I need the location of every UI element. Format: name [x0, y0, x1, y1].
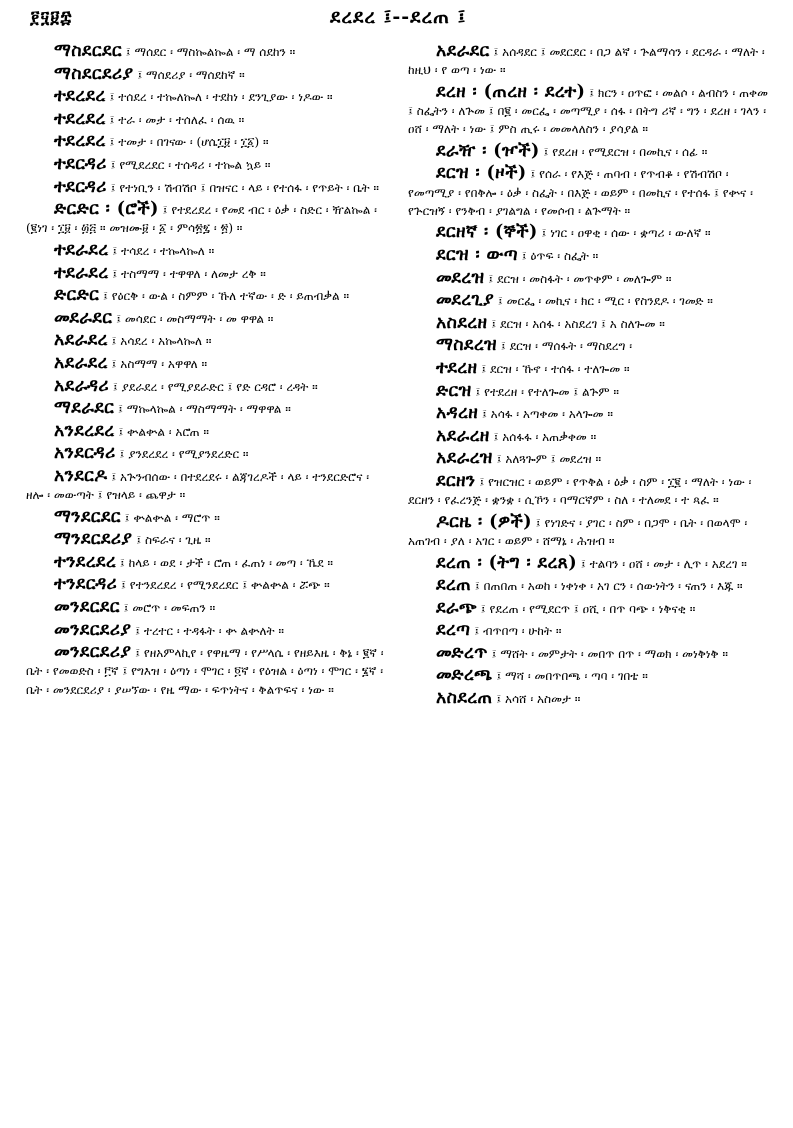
entry-definition: ፤ አሳፋ ፡ አጣቀመ ፡ አላጐመ ።: [478, 407, 613, 422]
dictionary-entry: [408, 359, 770, 378]
entry-definition: ፤ ደርዝ ፡ ማሰፋት ፡ ማስደረግ ፡: [497, 339, 633, 354]
entry-definition: ፤ ማሻ ፡ መበጥበጫ ፡ ጣባ ፡ ገበቴ ።: [492, 669, 648, 684]
entry-headword: ደረጣ: [436, 620, 471, 641]
entry-definition: ፤ የተደረደረ ፡ የመደ ብር ፡ ዕቃ ፡ ስድር ፡ ዥልኰል ፡ (፪ነገ ፡ ፲፱ ፡ ፴፭ ። መዝሙ፱ ፡ ፩ ፡ ምሳ፳፯ ፡ ፳) ።: [26, 203, 377, 236]
entry-headword: መድረጥ: [436, 642, 488, 663]
running-head: ደረደረ ፤--ደረጠ ፤: [330, 6, 467, 28]
entry-definition: ፤ ተሰደረ ፡ ተኰለኰለ ፡ ተደከነ ፡ ደንጊያው ፡ ነዶው ።: [105, 90, 333, 105]
entry-headword: መንደርደሪያ: [54, 619, 132, 640]
entry-headword: መደረዝ: [436, 267, 485, 288]
entry-headword: ደራጭ: [436, 597, 477, 618]
dictionary-entry: [408, 576, 770, 595]
dictionary-entry: [408, 666, 770, 685]
dictionary-entry: [408, 314, 770, 333]
entry-definition: ፤ አለጓጐም ፤ መደረዝ ።: [492, 452, 602, 467]
entry-headword: አደራደር: [436, 41, 490, 61]
dictionary-entry: [26, 155, 388, 174]
entry-definition: ፤ መሳደር ፡ መስማማት ፡ መ ዋዋል ።: [112, 311, 274, 326]
dictionary-entry: [408, 246, 770, 265]
entry-headword: መንደርደር: [54, 597, 120, 618]
entry-headword: አደራደረ: [54, 330, 108, 351]
dictionary-entry: [26, 87, 388, 106]
entry-headword: ተደረደረ: [54, 86, 106, 107]
entry-definition: ፤ ከላይ ፡ ወደ ፡ ታች ፡ ሮጠ ፡ ፈጠነ ፡ መጣ ፡ ኼደ ።: [116, 555, 334, 570]
dictionary-entry: [26, 42, 388, 61]
dictionary-entry: [408, 472, 770, 509]
entry-definition: ፤ የዘአምላኪየ ፡ የዋዜማ ፡ የሥላሴ ፡ የዘይእዜ ፡ ቅኔ ፡ ፪ኛ ፡ ቤት ፡ የመወድስ ፡ ፫ኛ ፤ የግእዝ ፡ ዕጣነ ፡ ሞገር ፡ ፬ኛ ፡ የዕዝል ፡ ዕጣነ ፡ ሞገር ፡ ፮ኛ ፡ ቤት ፡ መንደርደሪያ ፡ ያሠኘው ፡ የዜ ማው ፡ ፍጥነትና ፡ ቅልጥፍና ፡ ነው ።: [26, 646, 384, 697]
dictionary-entry: [26, 399, 388, 418]
entry-headword: ደርዝ ፡ ውጣ: [436, 244, 518, 265]
dictionary-entry: [26, 309, 388, 328]
entry-definition: ፤ ተራ ፡ መታ ፡ ተሰለፈ ፡ ሰዉ ።: [105, 112, 245, 127]
entry-definition: ፤ ያንደረደረ ፡ የሚያንደረድር ።: [115, 447, 249, 462]
entry-definition: ፤ ማኰላኰል ፡ ማስማማት ፡ ማዋዋል ።: [114, 402, 291, 417]
dictionary-entry: [26, 65, 388, 84]
entry-definition: ፤ የሰራ ፡ የእጅ ፡ ጠባብ ፡ የጥብቆ ፡ የሽብሽቦ ፡ የመጣሚያ ፡ የበቅሎ ፡ ዕቃ ፡ ስፌት ፡ በእጅ ፡ ወይም ፡ በመኪና ፡ የተሰፋ ፤ የቍና ፡ የጕርዝኝ ፡ የንቅብ ፡ ያገልግል ፡ የመሶብ ፡ ልጕማት ።: [408, 167, 753, 218]
entry-definition: ፤ ቍልቍል ፡ ማሮጥ ።: [120, 510, 220, 525]
entry-headword: ዶርዜ ፡ (ዎች): [436, 511, 532, 532]
entry-definition: ፤ የሚደረደር ፡ ተሰዳሪ ፡ ተኰል ኳይ ።: [106, 157, 271, 172]
dictionary-entry: [26, 331, 388, 350]
entry-headword: አንደረደረ: [54, 420, 115, 441]
dictionary-entry: [26, 178, 388, 197]
entry-headword: አደራደረ: [54, 352, 108, 373]
entry-definition: ፤ የተንደረደረ ፡ የሚንደረደር ፤ ቍልቍል ፡ ሯጭ ።: [117, 578, 330, 593]
dictionary-entry: [408, 513, 770, 550]
entry-headword: ደርዝ ፡ (ዞች): [436, 163, 527, 184]
entry-definition: ፤ ተመታ ፡ በገናው ፡ (ሆሴ፲፱ ፡ ፲፩) ።: [105, 135, 269, 150]
dictionary-entry: [408, 599, 770, 618]
entry-definition: ፤ ተሳደረ ፡ ተኰላኰለ ።: [108, 243, 215, 258]
entry-definition: ፤ ዕጥፍ ፡ ስፌት ።: [517, 248, 599, 263]
entry-definition: ፤ ያደራደረ ፡ የሚያደራድር ፤ የድ ርዳሮ ፡ ረዳት ።: [109, 379, 318, 394]
entry-headword: አዳረዘ: [436, 403, 479, 424]
entry-definition: ፤ ተስማማ ፡ ተዋዋለ ፡ ለመታ ረቅ ።: [108, 266, 266, 281]
entry-headword: ተደረደረ: [54, 131, 106, 152]
dictionary-entry: [408, 83, 770, 139]
entry-headword: ደረጠ: [436, 575, 472, 596]
dictionary-entry: [408, 689, 770, 708]
entry-headword: አደራረዘ: [436, 425, 490, 446]
dictionary-entry: [408, 142, 770, 161]
dictionary-entry: [26, 264, 388, 283]
entry-headword: ማደራደር: [54, 398, 115, 419]
entry-definition: ፤ የደረዘ ፡ የሚደርዝ ፡ በመኪና ፡ ሰፊ ።: [539, 144, 708, 159]
entry-headword: ደረዘ ፡ (ጠረዘ ፡ ደረተ): [436, 81, 586, 102]
entry-definition: ፤ ተረተር ፡ ተዳፋት ፡ ቍ ልቍለት ።: [131, 623, 285, 638]
entry-definition: ፤ አሳሸ ፡ አስመታ ።: [492, 692, 581, 707]
dictionary-entry: [408, 382, 770, 401]
entry-definition: ፤ ደርዝ ፡ ኹኖ ፡ ተሰፋ ፡ ተለጐመ ።: [477, 361, 630, 376]
left-column: [26, 42, 388, 702]
dictionary-entry: [26, 508, 388, 527]
entry-headword: ድርድር: [54, 285, 100, 306]
entry-definition: ፤ ቍልቍል ፡ አሮጠ ።: [114, 424, 210, 439]
dictionary-entry: [26, 110, 388, 129]
entry-headword: መንደርደሪያ: [54, 642, 132, 663]
entry-definition: ፤ ተልባን ፡ ዐሸ ፡ መታ ፡ ሊጥ ፡ አደረገ ።: [577, 556, 747, 571]
entry-headword: ደራዥ ፡ (ዦች): [436, 140, 540, 161]
entry-headword: መደራደር: [54, 307, 113, 328]
dictionary-entry: [26, 598, 388, 617]
entry-definition: ፤ የዕርቅ ፡ ውል ፡ ስምም ፡ ኹለ ተኛው ፡ ድ ፡ ይጠብቃል ።: [99, 289, 350, 304]
dictionary-entry: [408, 291, 770, 310]
entry-headword: ደርዘኛ ፡ (ኞች): [436, 222, 538, 243]
entry-definition: ፤ ደርዝ ፡ አሰፋ ፡ አስደረገ ፤ አ ስለጐመ ።: [487, 316, 665, 331]
entry-definition: ፤ አሳደረ ፡ አኰላኰለ ።: [107, 334, 212, 349]
dictionary-entry: [26, 467, 388, 504]
entry-headword: ደርዘን: [436, 470, 476, 491]
entry-headword: ተንደርዳሪ: [54, 574, 118, 595]
entry-definition: ፤ ማሰደር ፡ ማስኰልኰል ፡ ማ ሰደከን ።: [121, 45, 296, 59]
entry-headword: ተደራደረ: [54, 239, 109, 260]
dictionary-entry: [408, 223, 770, 242]
entry-headword: ተደርዳሪ: [54, 153, 107, 174]
right-column: [408, 42, 770, 712]
entry-definition: ፤ በጠበጠ ፡ አወከ ፡ ነቀነቀ ፡ አገ ርን ፡ ሰውነትን ፡ ናጠን ፡ እጁ ።: [471, 579, 743, 594]
entry-headword: ተንደረደረ: [54, 551, 117, 572]
dictionary-entry: [408, 449, 770, 468]
entry-definition: ፤ አጕንብሰው ፡ በተደረደሩ ፡ ልጃገረዶች ፡ ላይ ፡ ተንደርድሮና ፡ ዘሎ ፡ መውጣት ፤ የዝላይ ፡ ጨዋታ ።: [26, 469, 370, 503]
entry-definition: ፤ ደርዝ ፡ መስፋት ፡ መጥቀም ፡ መለጐም ።: [484, 271, 672, 286]
entry-definition: ፤ የዝርዝር ፡ ወይም ፡ የጥቅል ፡ ዕቃ ፡ ስም ፡ ፲፪ ፡ ማለት ፡ ነው ፡ ደርዘን ፡ የፈረንጅ ፡ ቋንቋ ፡ ሲኾን ፡ ባማርኛም ፡ ስለ ፡ ተለመደ ፡ ተ ጻፈ ።: [408, 474, 752, 508]
entry-headword: ተደርዳሪ: [54, 176, 107, 197]
dictionary-entry: [408, 554, 770, 573]
entry-definition: ፤ ክርን ፡ ዐጥፎ ፡ መልሶ ፡ ልብስን ፡ ጠቀመ ፤ ስፌትን ፡ ለጕመ ፤ በ፪ ፡ መርፌ ፡ መጣሚያ ፡ ሰፋ ፡ በትግ ሪኛ ፡ ግን ፡ ደረዘ ፡ ገላን ፡ ዐሸ ፡ ማለት ፡ ነው ፤ ምስ ጢሩ ፡ መመላለስን ፡ ያሳያል ።: [408, 85, 768, 137]
dictionary-entry: [408, 621, 770, 640]
entry-definition: ፤ አሰዳደር ፤ መደርደር ፡ በጋ ልኛ ፡ ጕልማሳን ፡ ደርዳራ ፡ ማለት ፡ ከዚህ ፡ የ ወጣ ፡ ነው ።: [408, 45, 765, 78]
entry-headword: አደራረዝ: [436, 448, 493, 469]
dictionary-entry: [26, 444, 388, 463]
entry-headword: አስደረዘ: [436, 312, 488, 333]
dictionary-entry: [26, 354, 388, 373]
entry-definition: ፤ ማሰደሪያ ፡ ማሰደከኛ ።: [133, 67, 245, 82]
entry-definition: ፤ የተደረዘ ፡ የተለጐመ ፤ ልጕም ።: [471, 384, 619, 399]
entry-headword: ተደረደረ: [54, 108, 106, 129]
dictionary-entry: [26, 377, 388, 396]
entry-headword: አንደርዳሪ: [54, 443, 116, 464]
entry-headword: መደረጊያ: [436, 290, 495, 311]
entry-headword: ማስደርደር: [54, 41, 122, 61]
entry-headword: ማንደርደር: [54, 506, 121, 527]
dictionary-entry: [26, 241, 388, 260]
entry-definition: ፤ ስፍራና ፡ ጊዜ ።: [132, 533, 211, 548]
dictionary-entry: [408, 336, 770, 355]
entry-headword: ማስደረዝ: [436, 335, 498, 356]
dictionary-entry: [26, 621, 388, 640]
dictionary-entry: [26, 200, 388, 237]
entry-definition: ፤ የደረጠ ፡ የሚደርጥ ፤ ዐሺ ፡ በጥ ባጭ ፡ ነቅናቂ ።: [476, 601, 696, 616]
entry-definition: ፤ አስማማ ፡ አዋዋለ ።: [107, 356, 208, 371]
entry-headword: ደረጠ ፡ (ትግ ፡ ደረጸ): [436, 552, 578, 573]
entry-headword: ተደራደረ: [54, 262, 109, 283]
entry-definition: ፤ ነገር ፡ ዐዋቂ ፡ ሰው ፡ ቋጣሪ ፡ ውለኛ ።: [537, 226, 711, 241]
entry-headword: አንደርዶ: [54, 465, 108, 486]
page-number: ፻፶፱፰: [30, 8, 73, 28]
entry-headword: አስደረጠ: [436, 688, 493, 709]
entry-headword: ድርዝ: [436, 380, 472, 401]
entry-definition: ፤ የተነቢን ፡ ሽብሽቦ ፤ በዝናር ፡ ላይ ፡ የተሰፋ ፡ የጥይት ፡ ቤት ።: [106, 180, 379, 195]
dictionary-entry: [26, 575, 388, 594]
entry-definition: ፤ ማሸት ፡ መምታት ፡ መበጥ በጥ ፡ ማወክ ፡ መነቅነቅ ።: [487, 646, 729, 661]
entry-definition: ፤ መሮጥ ፡ መፍጠን ።: [119, 601, 216, 616]
entry-definition: ፤ የነገድና ፡ ያገር ፡ ስም ፡ በጋሞ ፡ ቤት ፡ በወላሞ ፡ አጠገብ ፡ ያለ ፡ አገር ፡ ወይም ፡ ሸማኔ ፡ ሕዝብ ።: [408, 515, 748, 548]
entry-headword: ድርድር ፡ (ሮች): [54, 199, 159, 220]
entry-headword: ተደረዘ: [436, 357, 478, 378]
dictionary-entry: [408, 427, 770, 446]
dictionary-entry: [26, 286, 388, 305]
dictionary-entry: [26, 643, 388, 699]
entry-headword: አደራዳሪ: [54, 375, 109, 396]
dictionary-entry: [26, 530, 388, 549]
entry-definition: ፤ ብጥበጣ ፡ ሁከት ።: [470, 624, 562, 639]
dictionary-entry: [408, 404, 770, 423]
entry-definition: ፤ አሰፋፋ ፡ አጠቃቀመ ።: [489, 429, 597, 444]
dictionary-entry: [408, 269, 770, 288]
dictionary-entry: [26, 132, 388, 151]
dictionary-entry: [26, 422, 388, 441]
entry-definition: ፤ መርፌ ፡ መኪና ፡ ክር ፡ ሚር ፡ የስንደዶ ፡ ገመድ ።: [494, 294, 713, 309]
entry-headword: ማንደርደሪያ: [54, 529, 133, 550]
dictionary-entry: [26, 553, 388, 572]
dictionary-entry: [408, 644, 770, 663]
dictionary-entry: [408, 42, 770, 79]
entry-headword: ማስደርደሪያ: [54, 63, 134, 84]
dictionary-entry: [408, 164, 770, 220]
entry-headword: መድረጫ: [436, 665, 493, 686]
